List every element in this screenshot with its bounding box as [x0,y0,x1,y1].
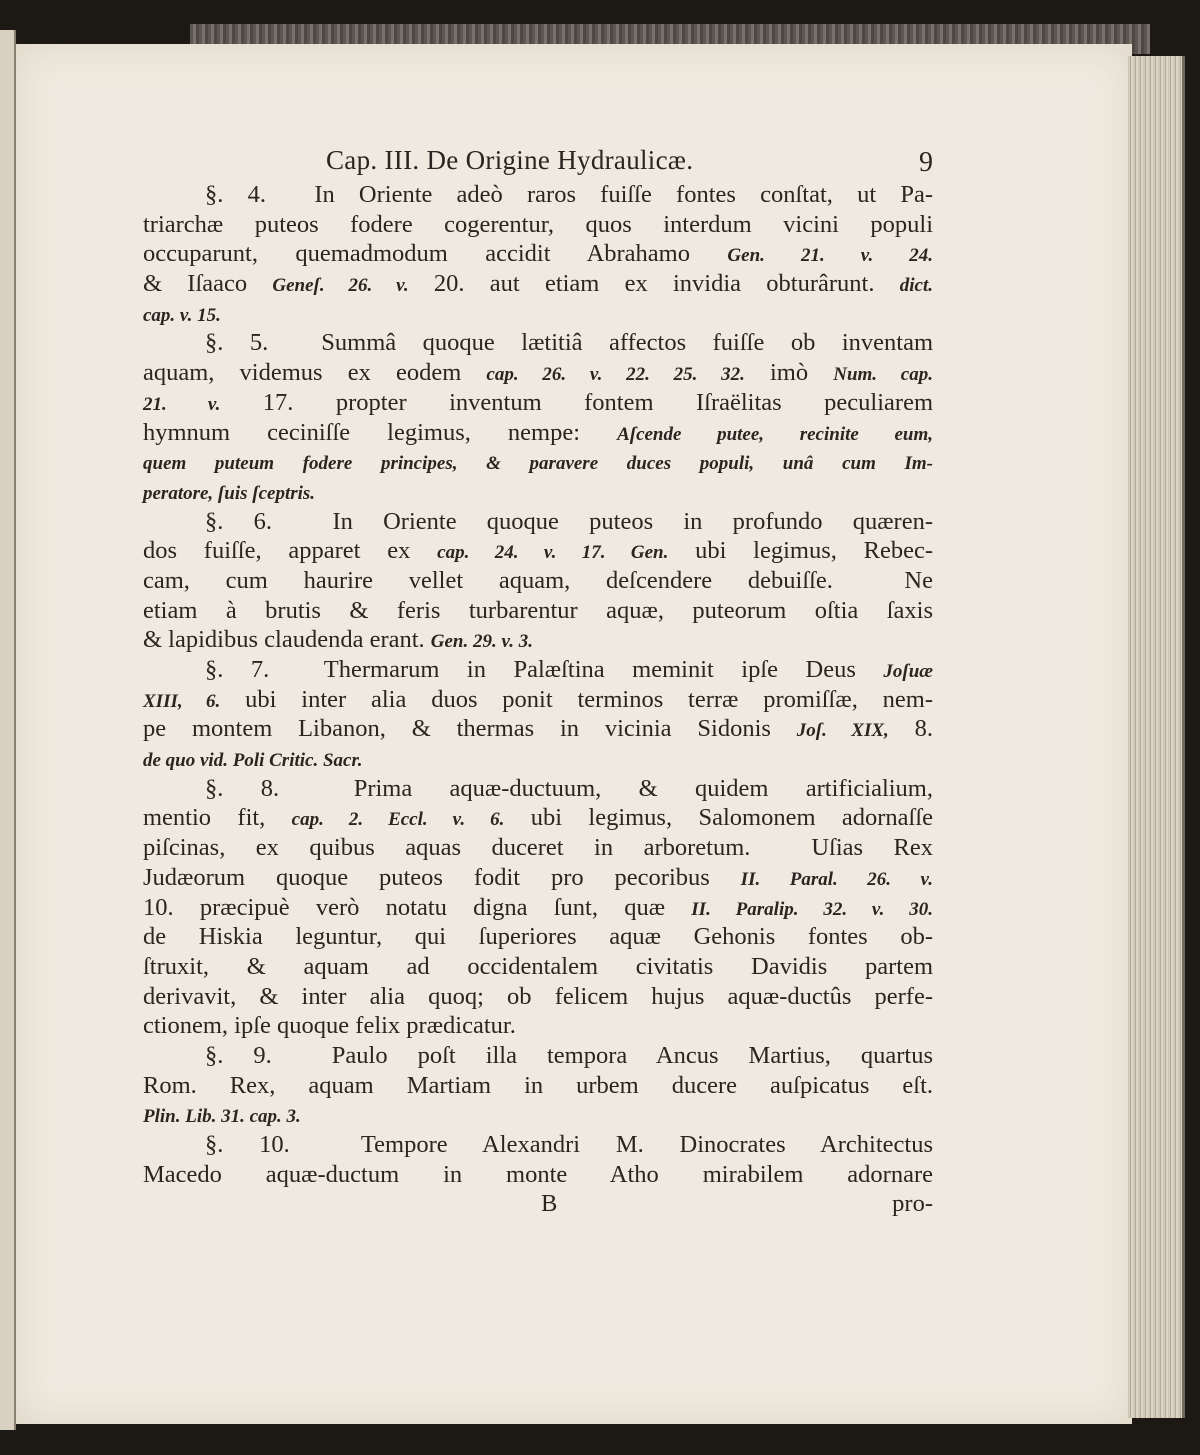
citation-text: Geneſ. 26. v. [272,275,409,297]
line-text: §. 7. Thermarum in Palæſtina meminit ipſe Deus [205,656,884,683]
line-text: hymnum ceciniſſe legimus, nempe: [143,418,618,446]
text-line [143,744,933,774]
line-text: §. 9. Paulo poſt illa tempora Ancus Martius, quartus [205,1041,933,1069]
text-line [143,1160,933,1190]
line-text: etiam à brutis & feris turbarentur aquæ, puteorum oſtia ſaxis [143,596,933,624]
line-text: aquam, videmus ex eodem [143,359,487,387]
paragraph [143,1041,933,1130]
citation-text: cap. 2. Eccl. v. 6. [291,809,505,831]
line-text: ubi inter alia duos ponit terminos terræ promiſſæ, nem- [220,685,933,713]
line-text: de Hiskia leguntur, qui ſuperiores aquæ Gehonis fontes ob- [143,923,933,951]
text-line [143,477,933,507]
citation-text: Aſcende putee, recinite eum, [617,423,933,445]
text-line [143,596,933,626]
text-line [143,774,933,804]
citation-text: XIII, 6. [143,690,221,712]
line-text: ctionem, ipſe quoque felix prædicatur. [143,1012,516,1040]
text-line [143,833,933,863]
text-line [143,447,933,477]
left-page-edge [0,30,16,1430]
text-line [143,536,933,566]
citation-text: cap. v. 15. [143,304,221,326]
text-line [143,1130,933,1160]
line-text: 8. [888,715,933,743]
chapter-title: Cap. III. De Origine Hydraulicæ. [326,145,694,175]
text-line [143,180,933,210]
line-text: §. 10. Tempore Alexandri M. Dinocrates Architectus [205,1131,933,1158]
text-line [143,655,933,685]
running-header [143,146,933,180]
line-text: 17. propter inventum fontem Iſraëlitas peculiarem [220,388,933,416]
citation-text: II. Paral. 26. v. [740,868,933,890]
citation-text: Gen. 21. v. 24. [727,245,934,267]
text-line [143,1011,933,1041]
page-text [143,146,933,1219]
citation-text: peratore, ſuis ſceptris. [143,482,316,504]
citation-text: de quo vid. Poli Critic. Sacr. [143,750,363,772]
line-text: ſtruxit, & aquam ad occidentalem civitatis Davidis partem [143,952,933,980]
line-text: pe montem Libanon, & thermas in vicinia Sidonis [143,715,797,743]
line-text: & Iſaaco [143,270,273,298]
line-text: ubi legimus, Rebec- [668,537,934,565]
text-line [143,299,933,329]
text-line [143,863,933,893]
line-text: piſcinas, ex quibus aquas duceret in arboretum. Uſias Rex [143,834,933,862]
text-line [143,328,933,358]
paragraph [143,328,933,506]
line-text: imò [744,359,834,387]
line-text: cam, cum haurire vellet aquam, deſcendere debuiſſe. Ne [143,566,933,594]
text-line [143,685,933,715]
text-line [143,507,933,537]
line-text: dos fuiſſe, apparet ex [143,537,438,565]
text-line [143,1071,933,1101]
page-number: 9 [919,147,933,178]
line-text: 10. præcipuè verò notatu digna ſunt, quæ [143,893,692,921]
catchword: pro- [892,1190,933,1218]
paragraph [143,655,933,774]
page-footer [143,1189,933,1219]
text-line [143,803,933,833]
citation-text: Num. cap. [833,364,933,386]
text-line [143,893,933,923]
citation-text: II. Paralip. 32. v. 30. [691,898,933,920]
citation-text: cap. 24. v. 17. Gen. [437,542,669,564]
text-line [143,566,933,596]
line-text: §. 8. Prima aquæ-ductuum, & quidem artificialium, [205,774,933,802]
paragraph [143,774,933,1041]
line-text: mentio fit, [143,804,292,832]
line-text: Rom. Rex, aquam Martiam in urbem ducere auſpicatus eſt. [143,1071,933,1099]
text-line [143,1100,933,1130]
line-text: triarchæ puteos fodere cogerentur, quos interdum vicini populi [143,210,933,238]
paragraph [143,507,933,655]
citation-text: dict. [899,275,933,297]
text-line [143,388,933,418]
citation-text: Gen. 29. v. 3. [430,631,533,653]
text-line [143,269,933,299]
text-line [143,239,933,269]
line-text: 20. aut etiam ex invidia obturârunt. [408,270,900,298]
line-text: & lapidibus claudenda erant. [143,626,431,654]
text-line [143,210,933,240]
line-text: occuparunt, quemadmodum accidit Abrahamo [143,240,728,268]
line-text: derivavit, & inter alia quoq; ob felicem hujus aquæ-ductûs perfe- [143,982,933,1010]
text-line [143,358,933,388]
text-line [143,714,933,744]
citation-text: quem puteum fodere principes, & paravere duces populi, unâ cum Im- [143,453,933,475]
citation-text: Joſuæ [883,661,933,682]
signature-mark: B [541,1190,558,1218]
line-text: Macedo aquæ-ductum in monte Atho mirabilem adornare [143,1160,933,1188]
text-line [143,982,933,1012]
text-line [143,922,933,952]
citation-text: Plin. Lib. 31. cap. 3. [143,1106,301,1128]
line-text: §. 6. In Oriente quoque puteos in profundo quæren- [205,507,933,535]
citation-text: cap. 26. v. 22. 25. 32. [486,364,745,386]
text-line [143,625,933,655]
citation-text: Joſ. XIX, [796,720,889,742]
text-line [143,418,933,448]
text-line [143,1041,933,1071]
citation-text: 21. v. [143,393,221,415]
paragraph [143,180,933,328]
line-text: §. 4. In Oriente adeò raros fuiſſe fontes conſtat, ut Pa- [205,181,933,208]
page-stack-edge [1128,56,1185,1418]
line-text: §. 5. Summâ quoque lætitiâ affectos fuiſſe ob inventam [205,329,933,357]
line-text: ubi legimus, Salomonem adornaſſe [504,804,934,832]
line-text: Judæorum quoque puteos fodit pro pecoribus [143,863,741,891]
paragraph [143,1130,933,1189]
text-line [143,952,933,982]
body-text [143,180,933,1189]
